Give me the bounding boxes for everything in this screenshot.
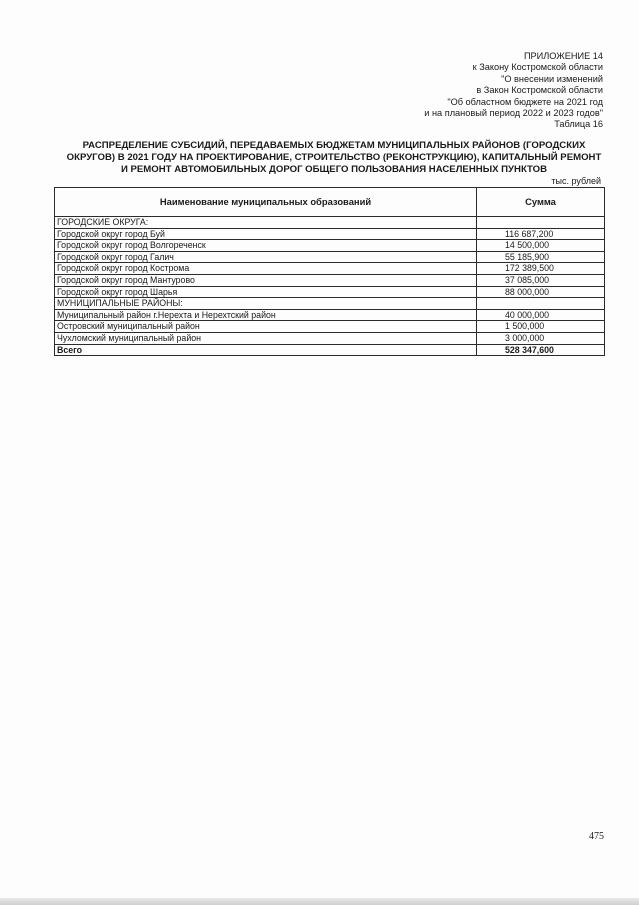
page-number: 475 <box>589 831 604 842</box>
row-sum: 14 500,000 <box>477 240 605 252</box>
row-sum: 37 085,000 <box>477 274 605 286</box>
total-label: Всего <box>55 344 477 356</box>
column-header-sum: Сумма <box>477 188 605 217</box>
table-row <box>55 217 605 229</box>
row-sum <box>477 217 605 229</box>
row-sum <box>477 298 605 310</box>
appendix-header-line: в Закон Костромской области <box>476 85 603 96</box>
row-sum: 3 000,000 <box>477 332 605 344</box>
row-sum: 88 000,000 <box>477 286 605 298</box>
table-row <box>55 309 605 321</box>
total-sum: 528 347,600 <box>477 344 605 356</box>
appendix-header-line: "Об областном бюджете на 2021 год <box>447 96 603 107</box>
table-header-row <box>55 188 605 217</box>
table-row <box>55 251 605 263</box>
table-row <box>55 240 605 252</box>
row-name: Городской округ город Волгореченск <box>55 240 477 252</box>
appendix-header <box>424 51 603 131</box>
row-name: Городской округ город Буй <box>55 228 477 240</box>
row-name: ГОРОДСКИЕ ОКРУГА: <box>55 217 477 229</box>
appendix-header-line: "О внесении изменений <box>501 73 603 84</box>
appendix-header-line: к Закону Костромской области <box>472 62 603 73</box>
table-row <box>55 332 605 344</box>
row-sum: 116 687,200 <box>477 228 605 240</box>
title-line: РАСПРЕДЕЛЕНИЕ СУБСИДИЙ, ПЕРЕДАВАЕМЫХ БЮДЖЕТАМ МУНИЦИПАЛЬНЫХ РАЙОНОВ (ГОРОДСКИХ <box>82 140 586 151</box>
document-title <box>60 140 608 176</box>
table-row <box>55 298 605 310</box>
scan-bottom-edge <box>0 898 639 905</box>
table-row <box>55 263 605 275</box>
row-name: Островский муниципальный район <box>55 321 477 333</box>
table-row <box>55 286 605 298</box>
row-name: Городской округ город Кострома <box>55 263 477 275</box>
table-number: Таблица 16 <box>554 119 603 130</box>
total-row <box>55 344 605 356</box>
title-line: И РЕМОНТ АВТОМОБИЛЬНЫХ ДОРОГ ОБЩЕГО ПОЛЬЗОВАНИЯ НАСЕЛЕННЫХ ПУНКТОВ <box>120 164 548 175</box>
row-name: МУНИЦИПАЛЬНЫЕ РАЙОНЫ: <box>55 298 477 310</box>
appendix-header-line: и на плановый период 2022 и 2023 годов" <box>424 108 603 119</box>
row-sum: 55 185,900 <box>477 251 605 263</box>
row-name: Чухломский муниципальный район <box>55 332 477 344</box>
title-line: ОКРУГОВ) В 2021 ГОДУ НА ПРОЕКТИРОВАНИЕ, СТРОИТЕЛЬСТВО (РЕКОНСТРУКЦИЮ), КАПИТАЛЬНЫЙ РЕМОНТ <box>66 152 602 163</box>
table-row <box>55 321 605 333</box>
row-sum: 1 500,000 <box>477 321 605 333</box>
row-name: Городской округ город Шарья <box>55 286 477 298</box>
column-header-name: Наименование муниципальных образований <box>55 188 477 217</box>
row-name: Муниципальный район г.Нерехта и Нерехтский район <box>55 309 477 321</box>
subsidy-table <box>54 187 605 356</box>
table-row <box>55 228 605 240</box>
row-name: Городской округ город Мантурово <box>55 274 477 286</box>
row-sum: 172 389,500 <box>477 263 605 275</box>
row-sum: 40 000,000 <box>477 309 605 321</box>
units-label: тыс. рублей <box>551 176 601 186</box>
row-name: Городской округ город Галич <box>55 251 477 263</box>
table-row <box>55 274 605 286</box>
appendix-header-line: ПРИЛОЖЕНИЕ 14 <box>523 51 603 61</box>
